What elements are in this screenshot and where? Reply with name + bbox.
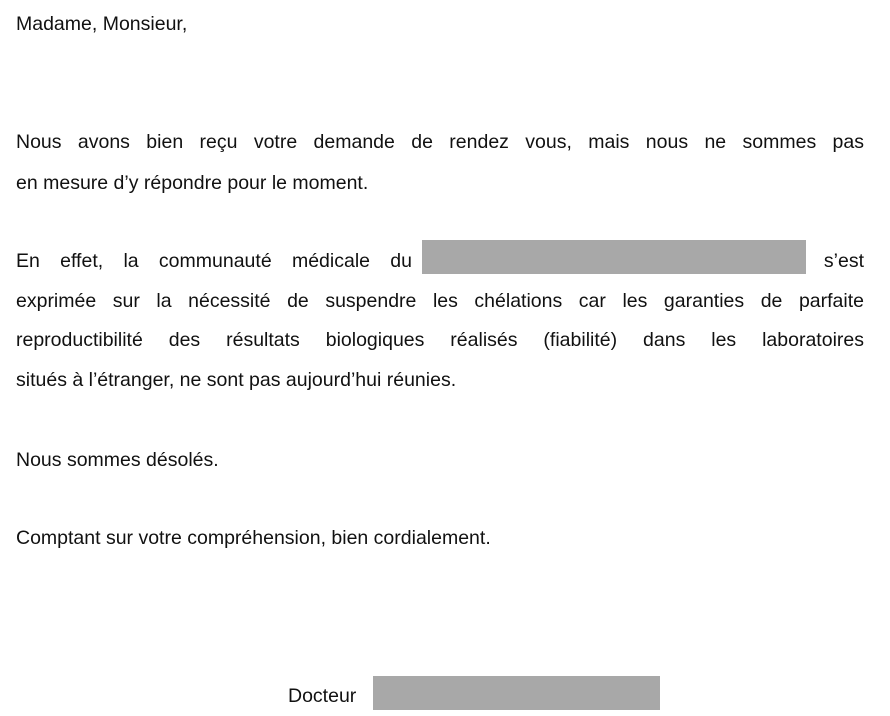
paragraph-2-line-4: situés à l’étranger, ne sont pas aujourd’hui réunies. (16, 369, 457, 391)
closing-line: Comptant sur votre compréhension, bien cordialement. (16, 527, 491, 549)
paragraph-2-line-2 (16, 289, 864, 313)
paragraph-3: Nous sommes désolés. (16, 449, 219, 471)
paragraph-1-line-1-text: Nous avons bien reçu votre demande de rendez vous, mais nous ne sommes pas (16, 131, 864, 153)
redacted-signature-block (373, 676, 660, 710)
paragraph-1-line-2: en mesure d’y répondre pour le moment. (16, 172, 369, 194)
paragraph-2-line-3-text: reproductibilité des résultats biologiques réalisés (fiabilité) dans les laboratoires (16, 329, 864, 351)
redacted-institution-block (422, 240, 806, 274)
salutation: Madame, Monsieur, (16, 13, 188, 35)
paragraph-2-line-1-after: s’est (823, 250, 864, 272)
paragraph-1-line-1 (16, 130, 864, 154)
paragraph-2-line-2-text: exprimée sur la nécessité de suspendre les chélations car les garanties de parfaite (16, 290, 864, 312)
paragraph-2-line-3 (16, 328, 864, 352)
signature-title: Docteur (288, 685, 357, 707)
paragraph-2-line-1-before: En effet, la communauté médicale du (16, 250, 412, 272)
